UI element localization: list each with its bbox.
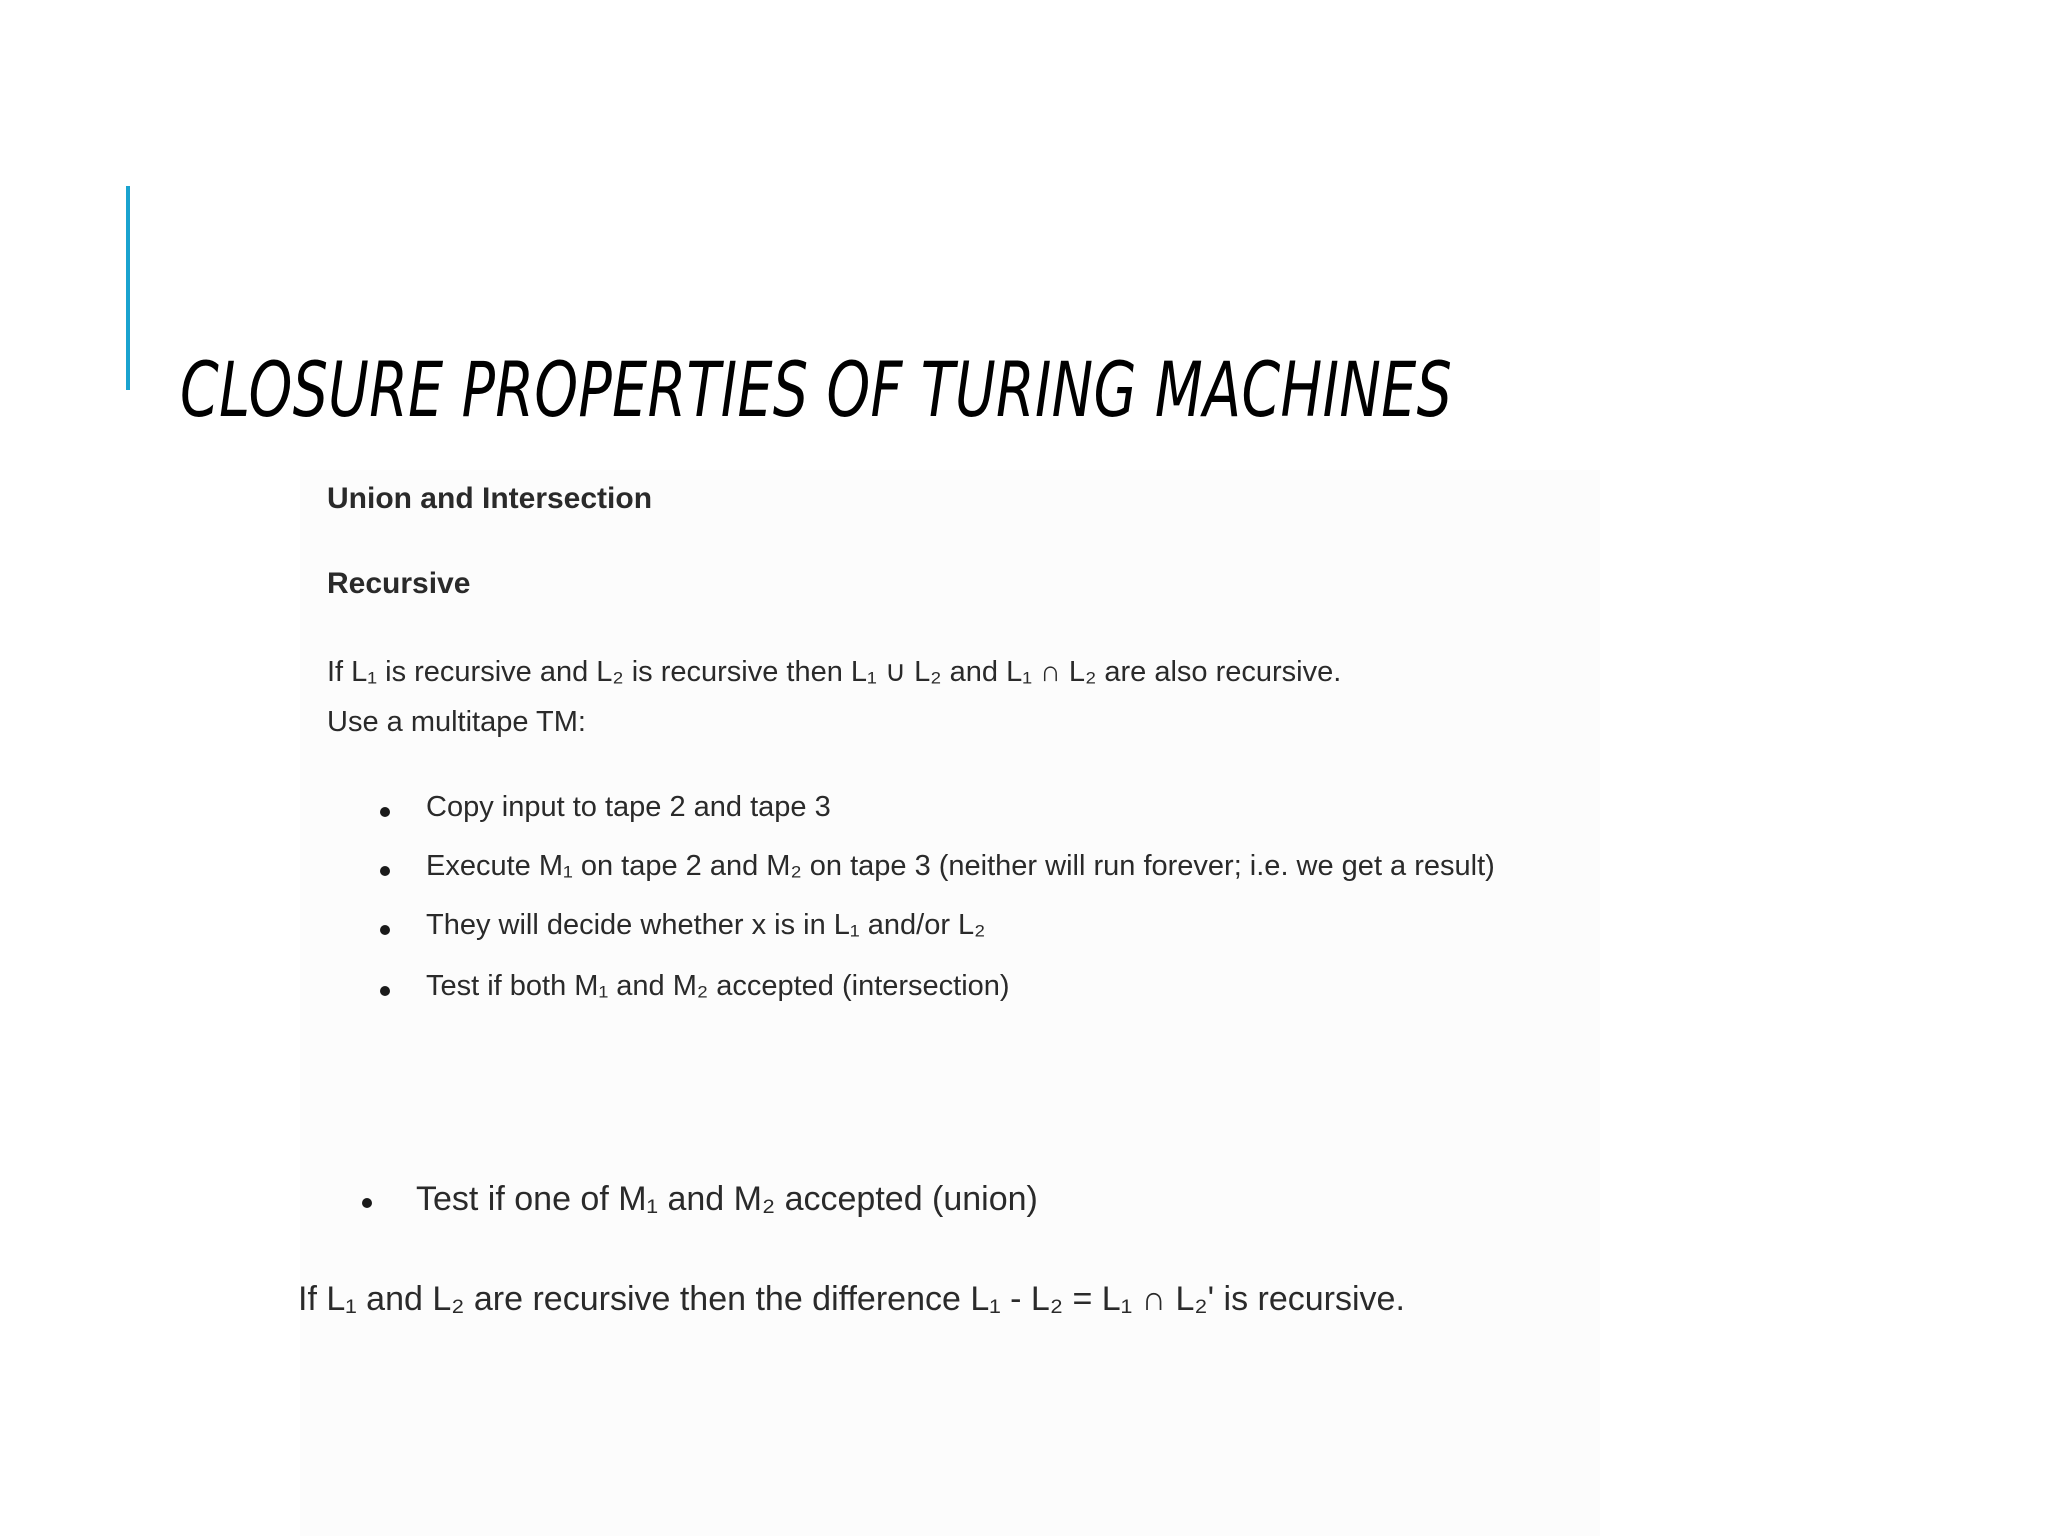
step-item: Copy input to tape 2 and tape 3 — [426, 791, 831, 823]
bullet-dot — [380, 986, 390, 996]
section-heading: Union and Intersection — [327, 482, 653, 515]
method-line: Use a multitape TM: — [327, 706, 586, 738]
bullet-dot — [380, 807, 390, 817]
content-image — [300, 470, 1600, 1536]
union-step: Test if one of M₁ and M₂ accepted (union) — [416, 1180, 1038, 1218]
bullet-dot — [362, 1198, 372, 1208]
step-item: They will decide whether x is in L₁ and/or L₂ — [426, 909, 986, 941]
step-item: Test if both M₁ and M₂ accepted (intersection) — [426, 970, 1010, 1002]
bullet-dot — [380, 925, 390, 935]
bullet-dot — [380, 866, 390, 876]
difference-line: If L₁ and L₂ are recursive then the difference L₁ - L₂ = L₁ ∩ L₂' is recursive. — [298, 1280, 1405, 1318]
statement-line: If L₁ is recursive and L₂ is recursive then L₁ ∪ L₂ and L₁ ∩ L₂ are also recursive. — [327, 656, 1342, 688]
slide-title: CLOSURE PROPERTIES OF TURING MACHINES — [180, 345, 1453, 434]
title-accent-bar — [126, 186, 130, 390]
step-item: Execute M₁ on tape 2 and M₂ on tape 3 (neither will run forever; i.e. we get a result) — [426, 850, 1495, 882]
subheading: Recursive — [327, 567, 471, 600]
